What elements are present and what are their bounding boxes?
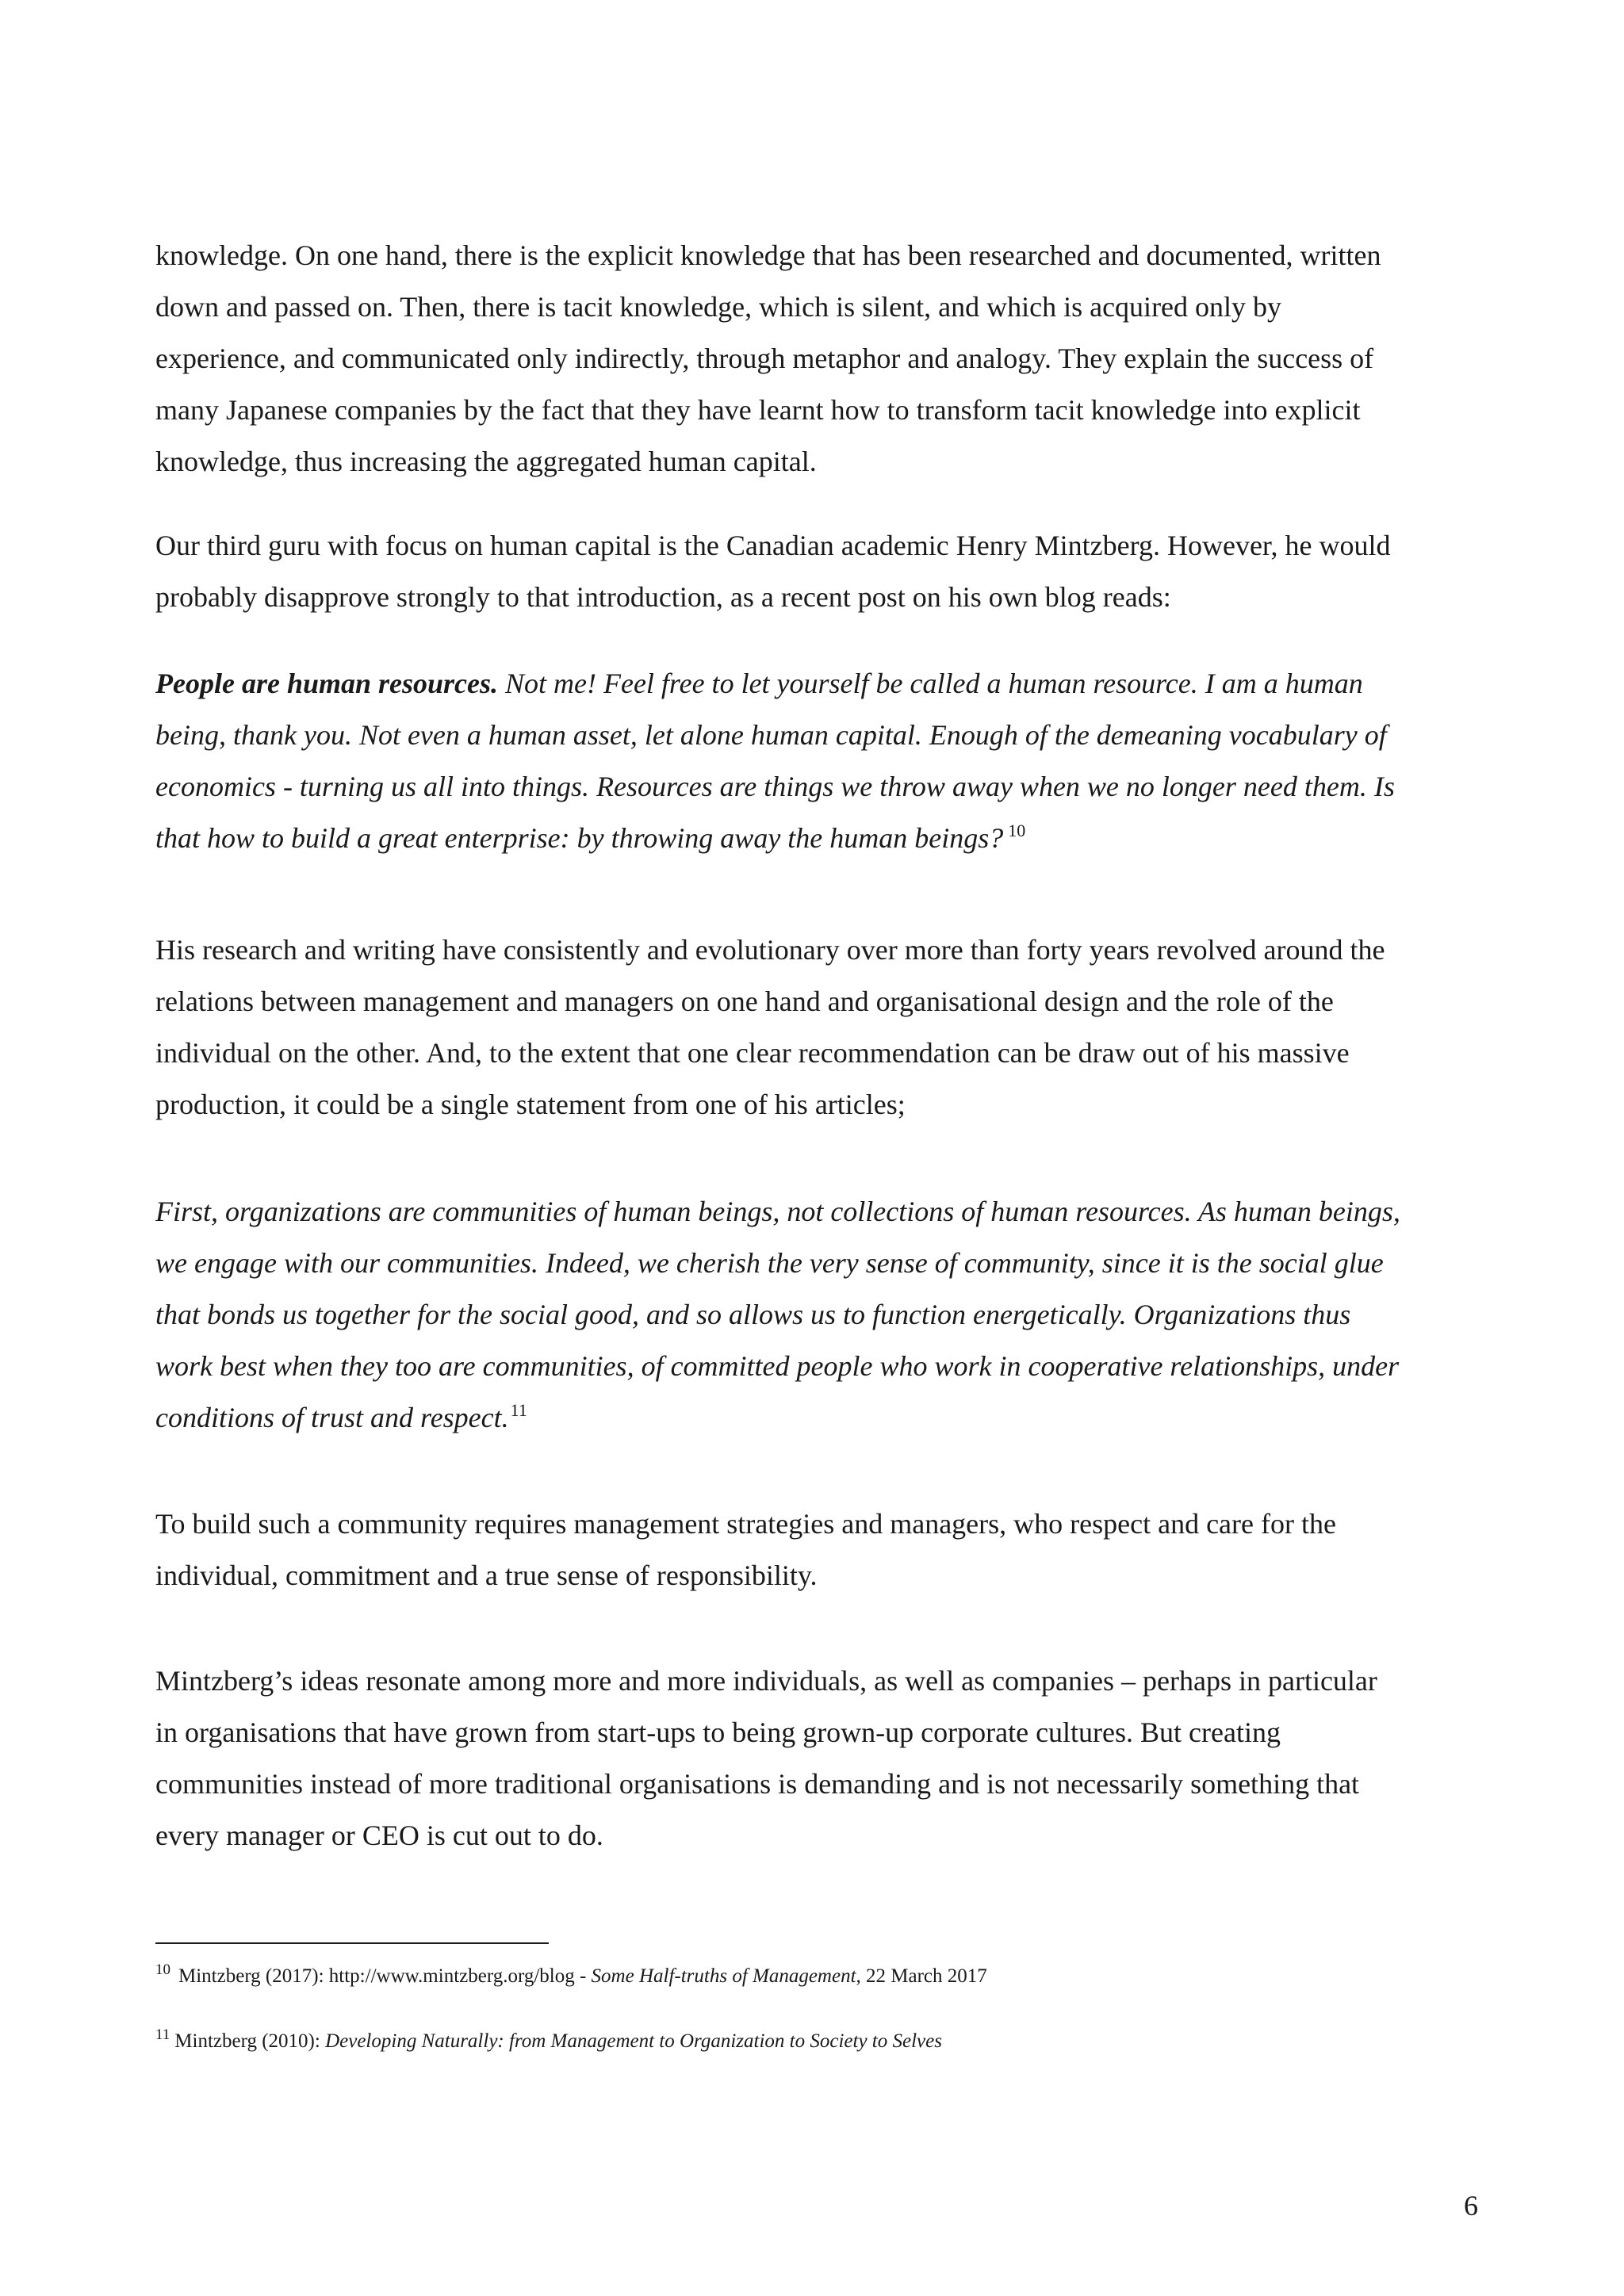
text-line: knowledge, thus increasing the aggregated human capital.: [155, 446, 817, 477]
quote-line: First, organizations are communities of human beings, not collections of human resources. As human beings,: [155, 1196, 1400, 1227]
quote-line: [155, 813, 1488, 864]
quote-line: [155, 1392, 1488, 1444]
quote-bold-lead: People are human resources.: [155, 668, 498, 699]
quote-line: economics - turning us all into things. Resources are things we throw away when we no longer need them. Is: [155, 771, 1395, 802]
footnote-title: Some Half-truths of Management: [591, 1965, 856, 1987]
text-line: relations between management and managers on one hand and organisational design and the role of the: [155, 985, 1334, 1017]
text-line: His research and writing have consistently and evolutionary over more than forty years revolved around the: [155, 934, 1385, 966]
quote-line: being, thank you. Not even a human asset, let alone human capital. Enough of the demeaning vocabulary of: [155, 719, 1387, 751]
paragraph-community: [155, 1498, 1488, 1601]
text-line: Mintzberg’s ideas resonate among more and more individuals, as well as companies – perhaps in particular: [155, 1665, 1377, 1697]
quote-line: work best when they too are communities, of committed people who work in cooperative relationships, under: [155, 1350, 1400, 1382]
footnote-text: , 22 March 2017: [856, 1965, 987, 1987]
paragraph-research: [155, 924, 1488, 1131]
text-line: communities instead of more traditional organisations is demanding and is not necessarily something that: [155, 1768, 1360, 1800]
text-line: many Japanese companies by the fact that they have learnt how to transform tacit knowledge into explicit: [155, 394, 1361, 426]
blockquote-blog: [155, 658, 1488, 864]
text-line: To build such a community requires management strategies and managers, who respect and care for the: [155, 1508, 1336, 1540]
paragraph-knowledge: [155, 230, 1488, 488]
paragraph-mintzberg-intro: [155, 520, 1488, 623]
text-line: individual on the other. And, to the extent that one clear recommendation can be draw out of his massive: [155, 1037, 1350, 1069]
text-line: down and passed on. Then, there is tacit knowledge, which is silent, and which is acquired only by: [155, 291, 1282, 323]
blockquote-article: [155, 1186, 1488, 1444]
quote-text: conditions of trust and respect.: [155, 1402, 509, 1433]
text-line: every manager or CEO is cut out to do.: [155, 1820, 603, 1851]
quote-text: that how to build a great enterprise: by throwing away the human beings?: [155, 822, 1004, 854]
footnote-separator: [155, 1942, 549, 1944]
footnote-text: Mintzberg (2017): http://www.mintzberg.org/blog -: [178, 1965, 592, 1987]
paragraph-ideas-resonate: [155, 1655, 1488, 1862]
footnote-11: [155, 2028, 1488, 2055]
text-line: experience, and communicated only indirectly, through metaphor and analogy. They explain the success of: [155, 342, 1374, 374]
footnote-reference[interactable]: 11: [510, 1400, 527, 1420]
quote-line: that bonds us together for the social good, and so allows us to function energetically. Organizations thus: [155, 1299, 1351, 1330]
text-line: in organisations that have grown from start-ups to being grown-up corporate cultures. But creating: [155, 1716, 1281, 1748]
footnote-number: 11: [155, 2026, 170, 2043]
footnote-number: 10: [155, 1961, 170, 1978]
footnote-title: Developing Naturally: from Management to Organization to Society to Selves: [325, 2030, 942, 2052]
quote-line: we engage with our communities. Indeed, we cherish the very sense of community, since it is the social glue: [155, 1247, 1384, 1279]
quote-line: [155, 658, 1488, 710]
quote-text: Not me! Feel free to let yourself be called a human resource. I am a human: [498, 668, 1363, 699]
text-line: probably disapprove strongly to that introduction, as a recent post on his own blog reads:: [155, 581, 1171, 613]
text-line: individual, commitment and a true sense of responsibility.: [155, 1559, 818, 1591]
text-line: production, it could be a single statement from one of his articles;: [155, 1089, 906, 1120]
footnote-text: Mintzberg (2010):: [174, 2030, 326, 2052]
footnote-reference[interactable]: 10: [1008, 821, 1026, 840]
text-line: knowledge. On one hand, there is the explicit knowledge that has been researched and documented, written: [155, 239, 1381, 271]
footnote-10: [155, 1963, 1488, 1990]
page-number: 6: [1464, 2190, 1478, 2221]
text-line: Our third guru with focus on human capital is the Canadian academic Henry Mintzberg. However, he would: [155, 530, 1391, 561]
